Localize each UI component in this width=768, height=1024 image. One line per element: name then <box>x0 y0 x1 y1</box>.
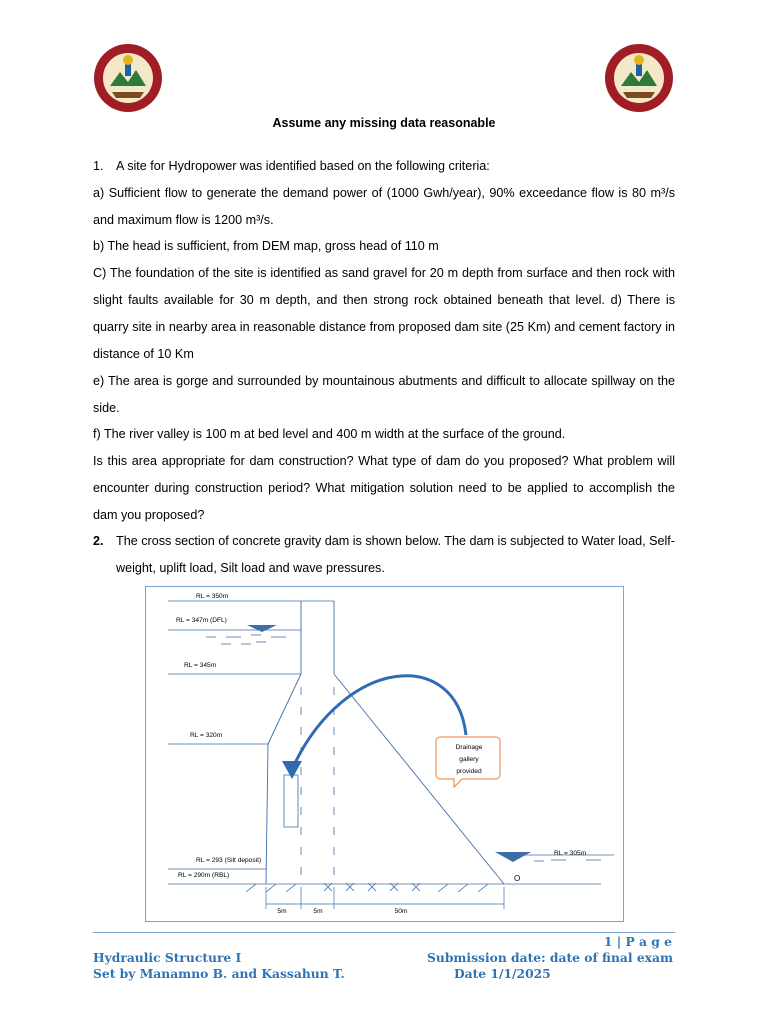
university-logo-right <box>603 42 675 114</box>
callout-line-3: provided <box>456 768 482 775</box>
footer-course: Hydraulic Structure I <box>93 950 242 965</box>
page-heading: Assume any missing data reasonable <box>272 116 496 130</box>
q1-intro <box>93 153 675 180</box>
dim-5m-a: 5m <box>277 908 287 915</box>
label-rl-293: RL = 293 (Silt deposit) <box>196 857 262 864</box>
page-number: 1 | P a g e <box>603 934 672 949</box>
label-rl-345: RL = 345m <box>184 662 217 669</box>
q1-question: Is this area appropriate for dam construction? What type of dam do you proposed? What problem will encounter during construction period? What mitigation solution need to be applied to accomplish the dam you proposed? <box>93 454 675 522</box>
drainage-gallery <box>284 775 298 827</box>
dimension-lines <box>266 887 504 909</box>
foundation-hatch <box>246 884 488 892</box>
arrow-head <box>282 761 302 779</box>
label-rl-350: RL = 350m <box>196 593 229 600</box>
university-logo-left <box>92 42 164 114</box>
q1-intro-text: A site for Hydropower was identified based on the following criteria: <box>116 159 490 173</box>
q1-criterion-f: f) The river valley is 100 m at bed level and 400 m width at the surface of the ground. <box>93 427 566 441</box>
q2-number: 2. <box>93 534 104 548</box>
q1-criterion-b: b) The head is sufficient, from DEM map, gross head of 110 m <box>93 239 439 253</box>
label-rl-290: RL = 290m (RBL) <box>178 872 230 879</box>
tailwater-triangle <box>495 852 531 862</box>
callout-line-2: gallery <box>459 756 479 763</box>
dim-50m: 50m <box>394 908 408 915</box>
dam-cross-section-diagram <box>145 586 624 922</box>
q1-criterion-e: e) The area is gorge and surrounded by mountainous abutments and difficult to allocate spillway on the side. <box>93 374 675 415</box>
label-rl-305: RL = 305m <box>554 850 587 857</box>
footer-submission: Submission date: date of final exam <box>427 950 673 965</box>
label-rl-320: RL = 320m <box>190 732 223 739</box>
dim-5m-b: 5m <box>313 908 323 915</box>
q2-text-body: The cross section of concrete gravity dam is shown below. The dam is subjected to Water load, Self-weight, uplift load, Silt load and wave pressures. <box>116 534 675 575</box>
q1-number: 1. <box>93 159 104 173</box>
q1-criterion-a: a) Sufficient flow to generate the demand power of (1000 Gwh/year), 90% exceedance flow is 80 m³/s and maximum flow is 1200 m³/s. <box>93 186 675 227</box>
footer-divider <box>93 932 675 933</box>
label-point-o: O <box>514 874 521 883</box>
dfl-water-triangle <box>247 625 277 632</box>
q2-text <box>93 528 675 582</box>
callout-line-1: Drainage <box>455 744 483 751</box>
label-rl-347: RL = 347m (DFL) <box>176 617 227 624</box>
water-ripples <box>206 635 601 861</box>
q1-criterion-c: C) The foundation of the site is identified as sand gravel for 20 m depth from surface and then rock with slight faults available for 30 m depth, and then strong rock obtained beneath that level. d) There is quarry site in nearby area in reasonable distance from proposed dam site (25 Km) and cement factory in distance of 10 Km <box>93 266 675 361</box>
footer-date: Date 1/1/2025 <box>454 966 551 981</box>
footer-authors: Set by Manamno B. and Kassahun T. <box>93 966 345 981</box>
